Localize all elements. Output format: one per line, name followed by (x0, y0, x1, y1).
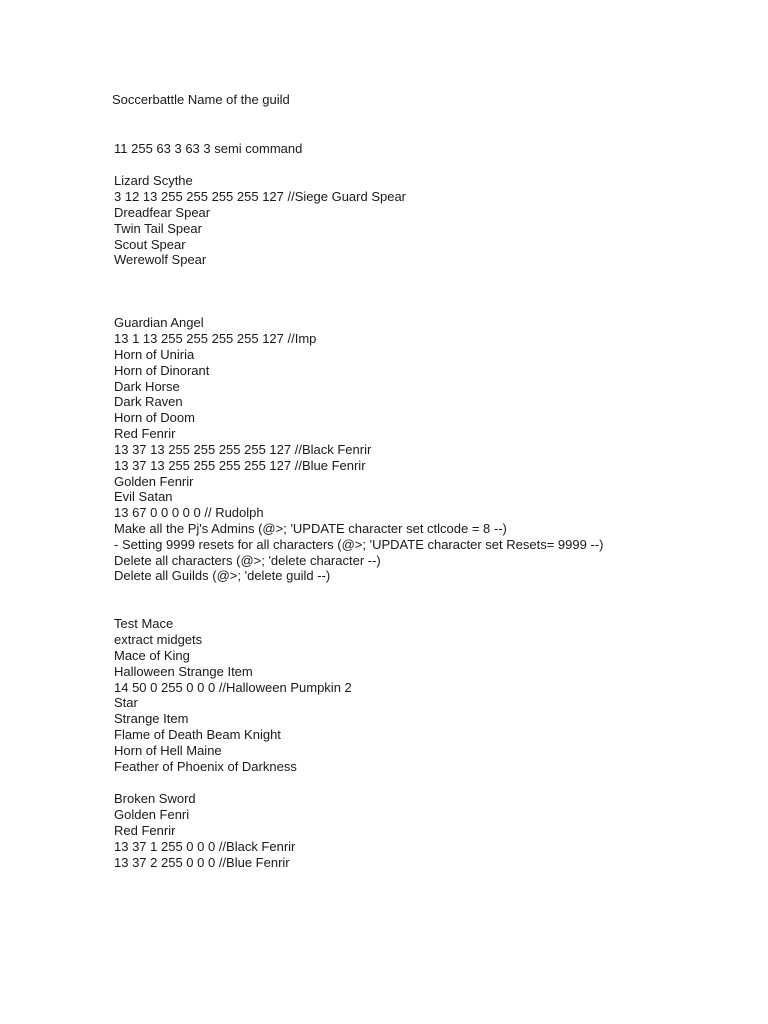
text-line: Mace of King (114, 647, 190, 663)
text-line: 13 37 2 255 0 0 0 //Blue Fenrir (114, 854, 290, 870)
section-guardian-angel (114, 315, 371, 490)
text-line: Delete all characters (@>; 'delete character --) (114, 552, 381, 568)
text-line: Lizard Scythe (114, 173, 193, 188)
text-line: Feather of Phoenix of Darkness (114, 759, 297, 775)
text-line: Delete all Guilds (@>; 'delete guild --) (114, 568, 331, 584)
text-line: - Setting 9999 resets for all characters (@>; 'UPDATE character set Resets= 9999 --) (114, 536, 604, 552)
text-line: Evil Satan (114, 489, 173, 504)
text-line: Golden Fenri (114, 806, 190, 822)
text-line: Flame of Death Beam Knight (114, 727, 281, 743)
text-line: Test Mace (114, 616, 174, 631)
text-line: Star (114, 695, 138, 711)
section-evil-satan (114, 489, 603, 584)
text-line: Scout Spear (114, 236, 186, 252)
text-line: Red Fenrir (114, 822, 176, 838)
text-line: Horn of Doom (114, 410, 195, 426)
text-line: Strange Item (114, 711, 189, 727)
text-line: Golden Fenrir (114, 473, 194, 489)
text-line: Dreadfear Spear (114, 204, 211, 220)
text-line: Dark Raven (114, 394, 183, 410)
text-line: Guardian Angel (114, 315, 204, 330)
section-lizard-scythe (114, 173, 406, 268)
text-line: Halloween Strange Item (114, 663, 253, 679)
text-line: Horn of Uniria (114, 346, 195, 362)
text-line: 13 1 13 255 255 255 255 127 //Imp (114, 330, 317, 346)
text-line: Twin Tail Spear (114, 220, 202, 236)
intro-line: 11 255 63 3 63 3 semi command (114, 141, 303, 156)
text-line: 3 12 13 255 255 255 255 127 //Siege Guard Spear (114, 188, 407, 204)
text-line: Dark Horse (114, 378, 180, 394)
text-line: 13 67 0 0 0 0 0 // Rudolph (114, 504, 264, 520)
text-line: Horn of Hell Maine (114, 743, 222, 759)
text-line: 13 37 13 255 255 255 255 127 //Black Fenrir (114, 442, 372, 458)
text-line: 13 37 1 255 0 0 0 //Black Fenrir (114, 838, 296, 854)
section-test-mace (114, 616, 352, 775)
text-line: 14 50 0 255 0 0 0 //Halloween Pumpkin 2 (114, 679, 352, 695)
text-line: Werewolf Spear (114, 252, 207, 268)
text-line: 13 37 13 255 255 255 255 127 //Blue Fenrir (114, 458, 366, 474)
text-line: Red Fenrir (114, 426, 176, 442)
text-line: Broken Sword (114, 791, 196, 806)
text-line: Horn of Dinorant (114, 362, 210, 378)
section-broken-sword (114, 791, 295, 870)
text-line: Make all the Pj's Admins (@>; 'UPDATE character set ctlcode = 8 --) (114, 520, 507, 536)
text-line: extract midgets (114, 631, 203, 647)
document-title: Soccerbattle Name of the guild (112, 92, 290, 107)
